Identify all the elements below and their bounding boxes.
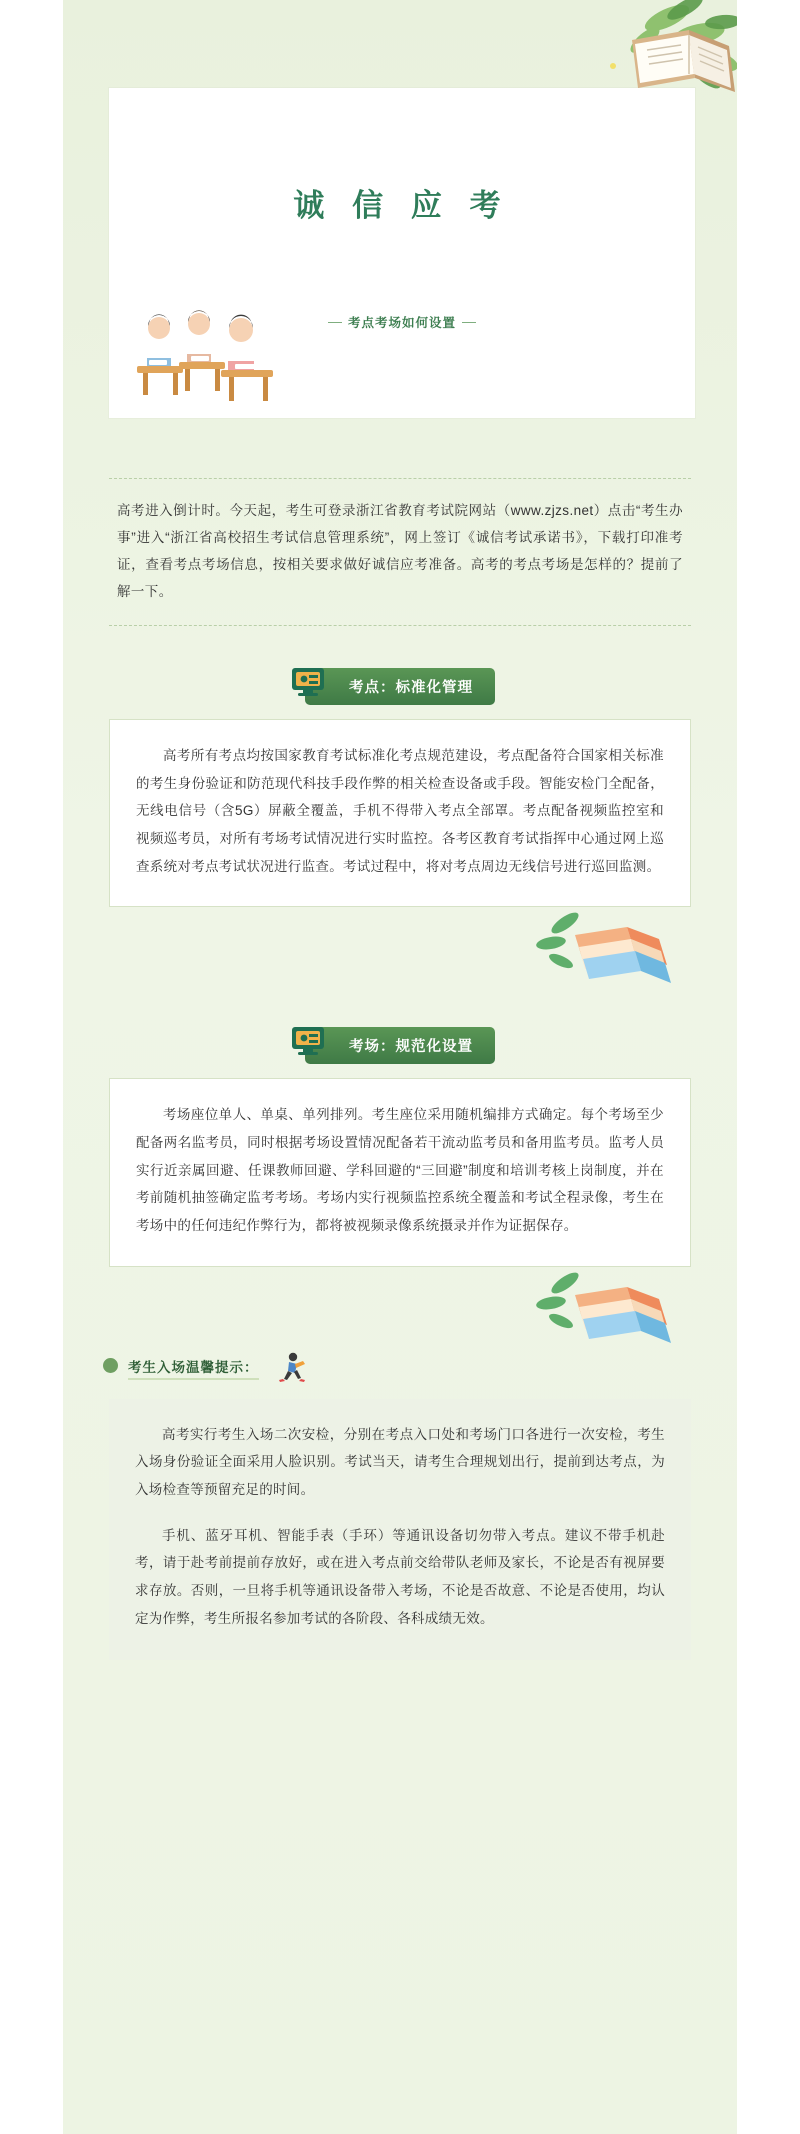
bullet-dot-icon [103,1358,118,1373]
section-ribbon [305,1027,495,1064]
section-heading-label: 考场：规范化设置 [349,1039,473,1056]
section-card-1 [109,719,691,907]
books-decoration-2 [63,1267,691,1345]
runner-icon [269,1349,313,1383]
section-card-2 [109,1078,691,1266]
section-header-2 [63,1027,737,1064]
section-heading-label: 考点：标准化管理 [349,680,473,696]
books-decoration-1 [63,907,691,985]
hero-subtitle-label: 考点考场如何设置 [332,313,472,331]
tips-heading-label: 考生入场温馨提示： [128,1356,259,1376]
section-ribbon [305,668,495,705]
tips-paragraph-2: 手机、蓝牙耳机、智能手表（手环）等通讯设备切勿带入考点。建议不带手机赴考，请于赴考前提前存放好，或在进入考点前交给带队老师及家长，不论是否有视屏要求存放。否则，一旦将手机等通讯设备带入考场，不论是否故意、不论是否使用，均认定为作弊，考生所报名参加考试的各阶段、各科成绩无效。 [135,1527,665,1626]
hero-card [109,88,695,418]
intro-paragraph: 高考进入倒计时。今天起，考生可登录浙江省教育考试院网站（www.zjzs.net）点击“考生办事”进入“浙江省高校招生考试信息管理系统”，网上签订《诚信考试承诺书》，下载打印准考证，查看考点考场信息，按相关要求做好诚信应考准备。高考的考点考场是怎样的？提前了解一下。 [109,478,691,626]
page-title: 诚 信 应 考 [293,188,511,223]
tips-card [109,1399,691,1661]
section-header-1 [63,668,737,705]
tips-paragraph-1: 高考实行考生入场二次安检，分别在考点入口处和考场门口各进行一次安检，考生入场身份验证全面采用人脸识别。考试当天，请考生合理规划出行，提前到达考点，为入场检查等预留充足的时间。 [135,1426,665,1498]
section-body-2: 考场座位单人、单桌、单列排列。考生座位采用随机编排方式确定。每个考场至少配备两名监考员，同时根据考场设置情况配备若干流动监考员和备用监考员。监考人员实行近亲属回避、任课教师回避、学科回避的“三回避”制度和培训考核上岗制度，并在考前随机抽签确定监考考场。考场内实行视频监控系统全覆盖和考试全程录像，考生在考场中的任何违纪作弊行为，都将被视频录像系统摄录并作为证据保存。 [136,1107,664,1234]
article-sheet [63,0,737,2134]
tips-header [103,1349,691,1383]
students-illustration [117,300,307,410]
section-body-1: 高考所有考点均按国家教育考试标准化考点规范建设，考点配备符合国家相关标准的考生身份验证和防范现代科技手段作弊的相关检查设备或手段。智能安检门全配备，无线电信号（含5G）屏蔽全覆盖，手机不得带入考点全部罩。考点配备视频监控室和视频巡考员，对所有考场考试情况进行实时监控。各考区教育考试指挥中心通过网上巡查系统对考点考试状况进行监查。考试过程中，将对考点周边无线信号进行巡回监测。 [136,748,664,874]
monitor-icon [287,1022,331,1058]
monitor-icon [287,663,331,699]
